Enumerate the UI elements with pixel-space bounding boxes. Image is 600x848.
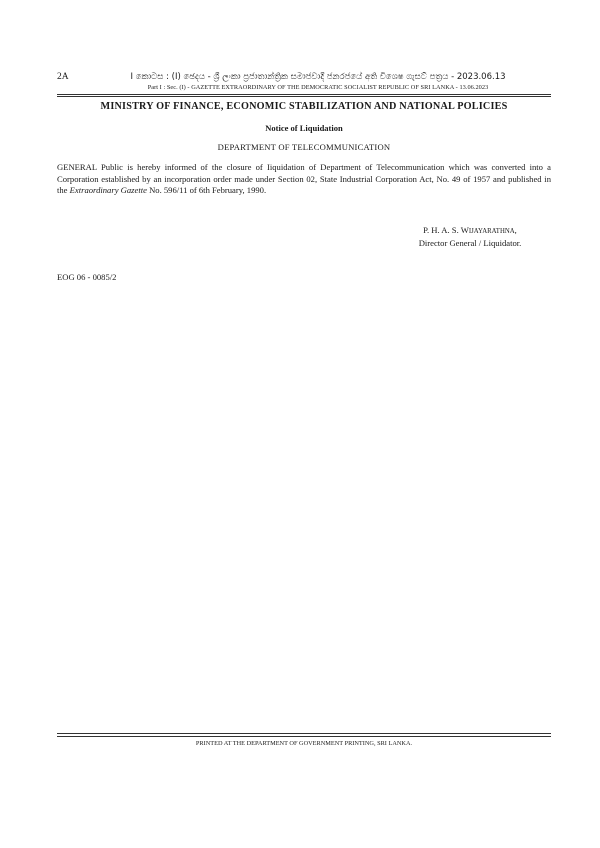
reference-number: EOG 06 - 0085/2	[57, 272, 117, 282]
footer-divider	[57, 736, 551, 737]
signatory-title: Director General / Liquidator.	[418, 237, 522, 248]
notice-title: Notice of Liquidation	[265, 123, 343, 133]
header-divider	[57, 96, 551, 97]
ministry-heading: MINISTRY OF FINANCE, ECONOMIC STABILIZATION AND NATIONAL POLICIES	[100, 101, 508, 112]
notice-body-text: GENERAL Public is hereby informed of the closure of Iiquidation of Department of Telecommunication which was converted into a Corporation established by an incorporation order made under Section 02, State Industrial Corporation Act, No. 49 of 1957 and published in the	[57, 162, 551, 195]
printer-footer: PRINTED AT THE DEPARTMENT OF GOVERNMENT PRINTING, SRI LANKA.	[195, 740, 413, 747]
header-divider	[57, 94, 551, 95]
gazette-name: Extraordinary Gazette	[69, 185, 147, 195]
gazette-header-sinhala: I කොටස : (I) ඡෙදය - ශ්‍රී ලංකා ප්‍රජාතාන්ත්‍රික සමාජවාදී ජනරජයේ අති විශෙෂ ගැසට් පත්‍රය - 2023.06.13	[130, 72, 506, 82]
gazette-header-english: Part I : Sec. (I) - GAZETTE EXTRAORDINARY OF THE DEMOCRATIC SOCIALIST REPUBLIC OF SRI LANKA - 13.06.2023	[147, 84, 489, 91]
department-heading: DEPARTMENT OF TELECOMMUNICATION	[217, 142, 391, 152]
page-number: 2A	[57, 72, 69, 82]
signature-block	[390, 225, 550, 249]
notice-body	[57, 162, 551, 197]
signatory-name: P. H. A. S. WIJAYARATHNA,	[423, 225, 517, 235]
notice-body-text-end: No. 596/11 of 6th February, 1990.	[146, 185, 267, 195]
footer-divider	[57, 733, 551, 734]
